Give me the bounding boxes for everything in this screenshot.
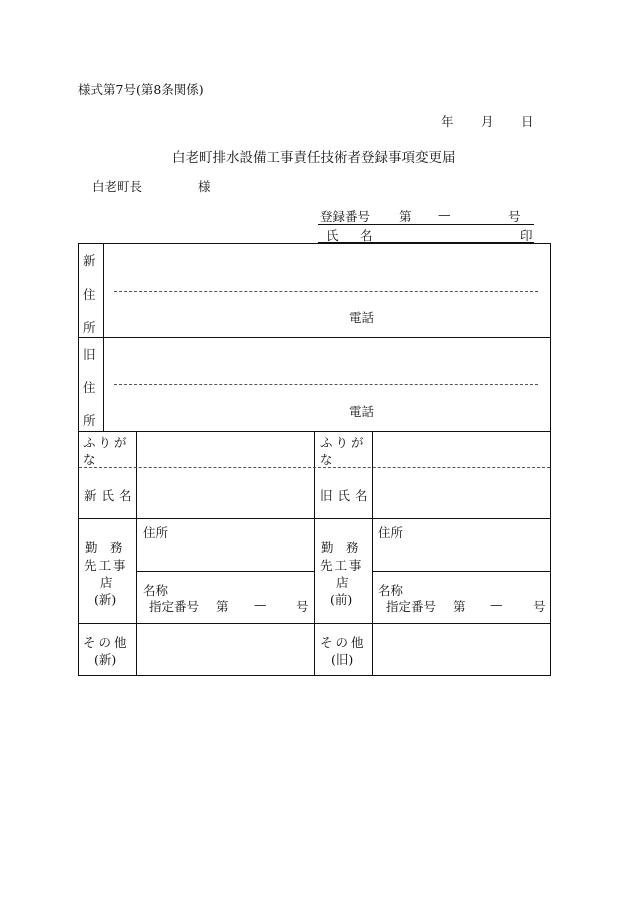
- workplace-old-label-2: 先工事: [320, 558, 364, 573]
- old-address-dotted-line: [114, 384, 538, 385]
- left-label-divider: [136, 432, 137, 675]
- old-address-char-3: 所: [83, 413, 96, 428]
- workplace-old-name-label: 名称: [378, 583, 404, 598]
- workplace-old-reg-go: 号: [533, 599, 546, 614]
- right-label-divider: [372, 432, 373, 675]
- workplace-new-reg-dai: 第: [216, 599, 229, 614]
- date-month-label: 月: [481, 114, 494, 129]
- old-address-char-1: 旧: [83, 347, 96, 362]
- workplace-old-address-label: 住所: [378, 525, 404, 540]
- registration-number-label: 登録番号: [320, 209, 371, 224]
- new-address-dotted-line: [114, 291, 538, 292]
- other-old-label-2: (旧): [331, 652, 354, 667]
- new-address-char-3: 所: [83, 320, 96, 335]
- workplace-old-label-4: (前): [330, 592, 353, 607]
- workplace-old-reg-dash: —: [490, 597, 503, 612]
- new-address-phone-label: 電話: [349, 310, 375, 325]
- divider-name-workplace: [79, 518, 550, 519]
- other-new-label-1: その他: [83, 635, 130, 650]
- center-divider: [314, 432, 315, 675]
- new-name-label: 新氏名: [84, 488, 137, 503]
- workplace-new-label-1: 勤 務: [85, 540, 123, 555]
- seal-mark: 印: [520, 228, 533, 243]
- new-furigana-label-2: な: [83, 452, 96, 467]
- workplace-new-reg-dash: —: [254, 597, 267, 612]
- other-old-label-1: その他: [320, 635, 367, 650]
- other-new-label-2: (新): [94, 652, 117, 667]
- old-furigana-label-1: ふりが: [320, 435, 367, 450]
- divider-new-old-address: [79, 337, 550, 338]
- old-address-char-2: 住: [83, 380, 96, 395]
- registration-dash: —: [438, 207, 451, 222]
- workplace-new-inner-divider: [137, 571, 314, 572]
- workplace-old-label-3: 店: [336, 575, 349, 590]
- workplace-new-label-2: 先工事: [84, 558, 128, 573]
- form-number: 様式第7号(第8条関係): [78, 82, 204, 97]
- applicant-name-label-1: 氏: [326, 228, 339, 243]
- workplace-old-inner-divider: [373, 571, 550, 572]
- new-furigana-label-1: ふりが: [83, 435, 130, 450]
- addressee-name: 白老町長: [92, 179, 143, 194]
- workplace-new-reg-label: 指定番号: [149, 599, 200, 614]
- old-furigana-label-2: な: [320, 452, 333, 467]
- new-address-char-1: 新: [83, 253, 96, 268]
- workplace-new-label-4: (新): [94, 592, 117, 607]
- workplace-new-reg-go: 号: [296, 599, 309, 614]
- workplace-old-reg-label: 指定番号: [386, 599, 437, 614]
- old-name-label: 旧氏名: [320, 488, 373, 503]
- workplace-old-reg-dai: 第: [453, 599, 466, 614]
- registration-underline: [318, 224, 534, 225]
- addressee-honorific: 様: [198, 179, 211, 194]
- furigana-dotted-divider: [79, 467, 550, 468]
- address-label-divider: [103, 244, 104, 432]
- workplace-new-label-3: 店: [100, 575, 113, 590]
- workplace-old-label-1: 勤 務: [321, 540, 359, 555]
- new-address-char-2: 住: [83, 287, 96, 302]
- divider-workplace-other: [79, 623, 550, 624]
- document-title: 白老町排水設備工事責任技術者登録事項変更届: [172, 150, 456, 166]
- registration-go: 号: [508, 209, 521, 224]
- workplace-new-address-label: 住所: [143, 525, 169, 540]
- old-address-phone-label: 電話: [349, 404, 375, 419]
- registration-dai: 第: [399, 209, 412, 224]
- applicant-name-label-2: 名: [360, 228, 373, 243]
- date-day-label: 日: [521, 114, 534, 129]
- date-year-label: 年: [441, 114, 454, 129]
- workplace-new-name-label: 名称: [143, 583, 169, 598]
